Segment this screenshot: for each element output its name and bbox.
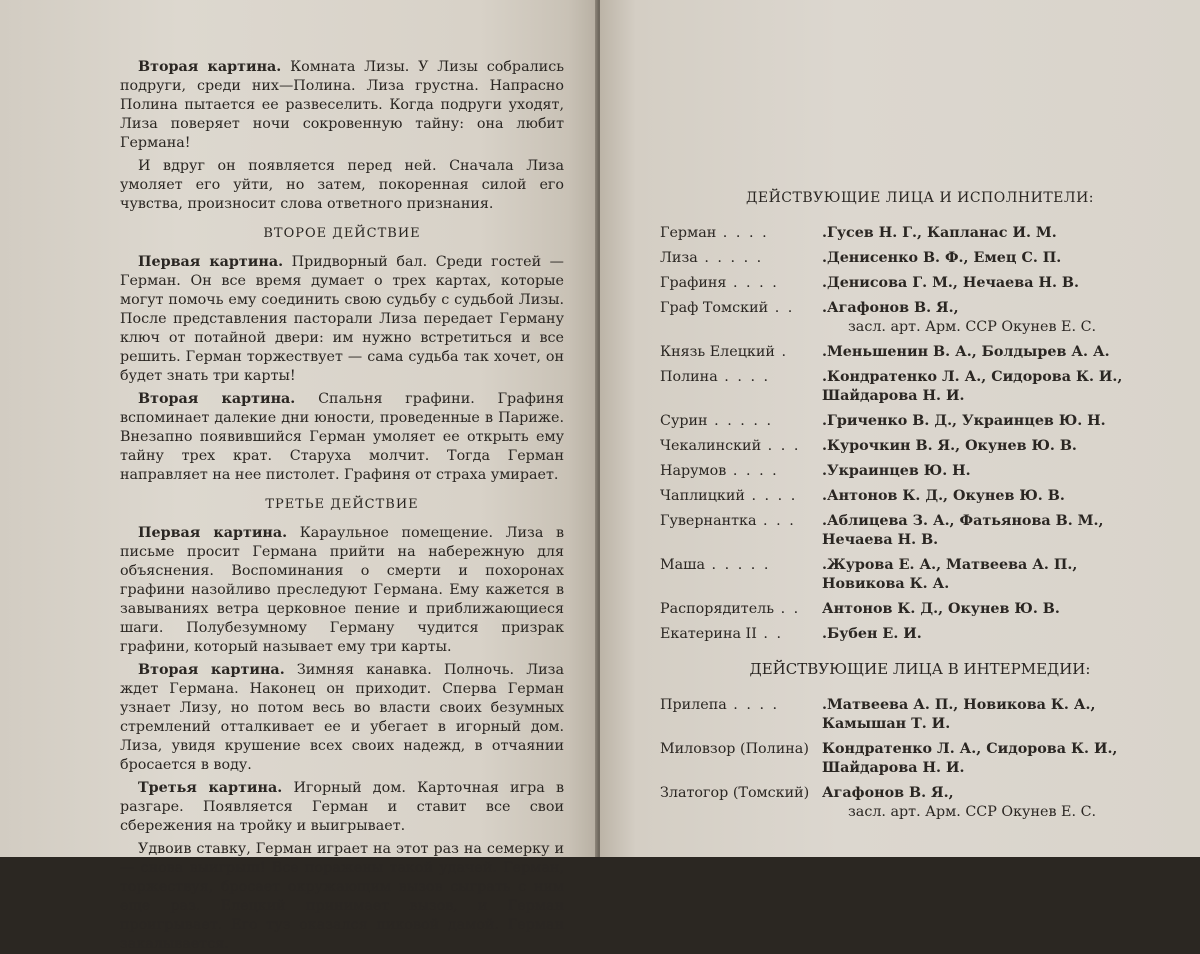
cast-row xyxy=(660,784,1180,822)
leader-dots: . . . . xyxy=(716,225,769,241)
performers: Кондратенко Л. А., Сидорова К. И., Шайдарова Н. И. xyxy=(822,740,1180,778)
cast-row xyxy=(660,556,1180,594)
role-name: Маша . . . . . xyxy=(660,557,771,573)
paragraph-text: Караульное помещение. Лиза в письме просит Германа прийти на набережную для объяснения. Воспоминания о смерти и похоронах графини назойливо преследуют Германа. Ему кажется в завываниях ветра церковное пение и приближающиеся шаги. Полубезумному Герману чудится призрак графини, который называет ему три карты. xyxy=(120,525,564,655)
paragraph-text: Игорный дом. Карточная игра в разгаре. Появляется Герман и ставит все свои сбережения на тройку и выигрывает. xyxy=(120,780,564,834)
role-name: Нарумов . . . . xyxy=(660,463,779,479)
cast-row xyxy=(660,224,1180,243)
paragraph-text: Удвоив ставку, Герман играет на этот раз на семерку и — снова выигрыш! Все поражены такой удачей. Герман, торжествуя, бросает окружающим вызов сыграть с ним еще раз. Елецкий принимает вызов, и Герман проигрывает. Его туз оказался пиковой дамой. Герман закалывается. xyxy=(120,841,564,952)
scene-label: Третья картина. xyxy=(138,780,283,796)
cast-row xyxy=(660,368,1180,406)
role-name: Герман . . . . xyxy=(660,225,769,241)
role-name: Сурин . . . . . xyxy=(660,413,774,429)
act2-heading: ВТОРОЕ ДЕЙСТВИЕ xyxy=(263,226,421,241)
cast-row xyxy=(660,512,1180,550)
cast-row xyxy=(660,437,1180,456)
intro-section xyxy=(120,58,564,214)
right-page xyxy=(600,0,1200,857)
performers: .Гусев Н. Г., Капланас И. М. xyxy=(822,225,1057,241)
synopsis-paragraph xyxy=(120,840,564,954)
paragraph-text: Комната Лизы. У Лизы собрались подруги, среди них—Полина. Лиза грустна. Напрасно Полина пытается ее развеселить. Когда подруги уходят, Лиза поверяет ночи сокровенную тайну: она любит Германа! xyxy=(120,59,564,151)
leader-dots: . . . . xyxy=(726,463,779,479)
synopsis-paragraph xyxy=(120,661,564,775)
leader-dots: . . . . . xyxy=(697,250,764,266)
cast-row xyxy=(660,625,1180,644)
role-name: Чекалинский . . . xyxy=(660,438,801,454)
leader-dots: . . . . xyxy=(726,275,779,291)
cast-row xyxy=(660,299,1180,337)
role-name: Миловзор (Полина) xyxy=(660,741,809,757)
performers-continued: Шайдарова Н. И. xyxy=(822,760,965,776)
cast-row xyxy=(660,696,1180,734)
leader-dots: . xyxy=(774,344,788,360)
synopsis-paragraph xyxy=(120,253,564,386)
performers-continued: засл. арт. Арм. ССР Окунев Е. С. xyxy=(848,319,1097,335)
performers: .Гриченко В. Д., Украинцев Ю. Н. xyxy=(822,413,1106,429)
performers: .Журова Е. А., Матвеева А. П., Новикова К. А. xyxy=(822,556,1180,594)
act2-section xyxy=(120,253,564,485)
scene-label: Вторая картина. xyxy=(138,662,285,678)
leader-dots: . . . . xyxy=(717,369,771,385)
role-name: Графиня . . . . xyxy=(660,275,779,291)
performers: .Матвеева А. П., Новикова К. А., Камышан Т. И. xyxy=(822,696,1180,734)
cast-row xyxy=(660,343,1180,362)
interlude-heading: ДЕЙСТВУЮЩИЕ ЛИЦА В ИНТЕРМЕДИИ: xyxy=(749,660,1091,678)
role-name: Прилепа . . . . xyxy=(660,697,780,713)
role-name: Полина . . . . xyxy=(660,369,771,385)
role-name: Гувернантка . . . xyxy=(660,513,796,529)
synopsis-paragraph xyxy=(120,157,564,214)
role-name: Граф Томский . . xyxy=(660,300,795,316)
cast-row xyxy=(660,487,1180,506)
paragraph-text: И вдруг он появляется перед ней. Сначала Лиза умоляет его уйти, но затем, покоренная силой его чувства, произносит слова ответного признания. xyxy=(120,158,564,212)
performers: .Меньшенин В. А., Болдырев А. А. xyxy=(822,344,1110,360)
scene-label: Вторая картина. xyxy=(138,391,296,407)
performers-continued: засл. арт. Арм. ССР Окунев Е. С. xyxy=(848,804,1097,820)
leader-dots: . . . . xyxy=(726,697,780,713)
performers: Антонов К. Д., Окунев Ю. В. xyxy=(822,601,1060,617)
role-name: Златогор (Томский) xyxy=(660,785,810,801)
synopsis-paragraph xyxy=(120,390,564,485)
scene-label: Первая картина. xyxy=(138,254,284,270)
cast-list xyxy=(660,224,1180,644)
leader-dots: . . xyxy=(774,601,801,617)
scene-label: Первая картина. xyxy=(138,525,288,541)
performers: .Кондратенко Л. А., Сидорова К. И., Шайдарова Н. И. xyxy=(822,368,1180,406)
performers-continued: Новикова К. А. xyxy=(822,576,950,592)
performers: .Антонов К. Д., Окунев Ю. В. xyxy=(822,488,1065,504)
paragraph-text: Зимняя канавка. Полночь. Лиза ждет Германа. Наконец он приходит. Сперва Герман узнает Лизу, но потом весь во власти своих безумных стремлений отталкивает ее и убегает в игорный дом. Лизa, увидя крушение всех своих надежд, в отчаянии бросается в воду. xyxy=(120,662,564,773)
leader-dots: . . . . . xyxy=(707,413,774,429)
leader-dots: . . xyxy=(756,626,784,642)
performers: .Денисенко В. Ф., Емец С. П. xyxy=(822,250,1062,266)
cast-row xyxy=(660,249,1180,268)
cast-row xyxy=(660,740,1180,778)
cast-row xyxy=(660,274,1180,293)
role-name: Екатерина II . . xyxy=(660,626,784,642)
performers: .Аблицева З. А., Фатьянова В. М., Нечаева Н. В. xyxy=(822,512,1180,550)
act3-heading: ТРЕТЬЕ ДЕЙСТВИЕ xyxy=(265,497,419,512)
paragraph-text: Придворный бал. Среди гостей — Герман. Он все время думает о трех картах, которые могут помочь ему соединить свою судьбу с судьбой Лизы. После представления пасторали Лиза передает Герману ключ от потайной двери: им нужно встретиться и все решить. Герман торжествует — сама судьба так хочет, он будет знать три карты! xyxy=(120,254,564,384)
cast-heading: ДЕЙСТВУЮЩИЕ ЛИЦА И ИСПОЛНИТЕЛИ: xyxy=(745,190,1094,206)
performers: .Украинцев Ю. Н. xyxy=(822,463,971,479)
leader-dots: . . xyxy=(768,300,795,316)
performers-continued: Нечаева Н. В. xyxy=(822,532,939,548)
role-name: Распорядитель . . xyxy=(660,601,801,617)
leader-dots: . . . xyxy=(761,438,801,454)
performers-continued: Камышан Т. И. xyxy=(822,716,951,732)
left-page xyxy=(0,0,598,952)
performers: Агафонов В. Я., засл. арт. Арм. ССР Окунев Е. С. xyxy=(822,784,1180,822)
role-name: Чаплицкий . . . . xyxy=(660,488,798,504)
scene-label: Вторая картина. xyxy=(138,59,282,75)
interlude-cast-list xyxy=(660,696,1180,822)
cast-row xyxy=(660,462,1180,481)
cast-row xyxy=(660,412,1180,431)
performers: .Курочкин В. Я., Окунев Ю. В. xyxy=(822,438,1077,454)
synopsis-paragraph xyxy=(120,779,564,836)
role-name: Князь Елецкий . xyxy=(660,344,788,360)
cast-row xyxy=(660,600,1180,619)
performers: .Бубен Е. И. xyxy=(822,626,922,642)
leader-dots: . . . . xyxy=(744,488,798,504)
leader-dots: . . . xyxy=(756,513,796,529)
leader-dots: . . . . . xyxy=(704,557,771,573)
performers: .Агафонов В. Я., засл. арт. Арм. ССР Окунев Е. С. xyxy=(822,299,1180,337)
performers: .Денисова Г. М., Нечаева Н. В. xyxy=(822,275,1079,291)
paragraph-text: Спальня графини. Графиня вспоминает далекие дни юности, проведенные в Париже. Внезапно появившийся Герман умоляет ее открыть ему тайну трех крат. Старуха молчит. Тогда Герман направляет на нее пистолет. Графиня от страха умирает. xyxy=(120,391,564,483)
synopsis-paragraph xyxy=(120,58,564,153)
role-name: Лиза . . . . . xyxy=(660,250,764,266)
act3-section xyxy=(120,524,564,954)
performers-continued: Шайдарова Н. И. xyxy=(822,388,965,404)
synopsis-paragraph xyxy=(120,524,564,657)
